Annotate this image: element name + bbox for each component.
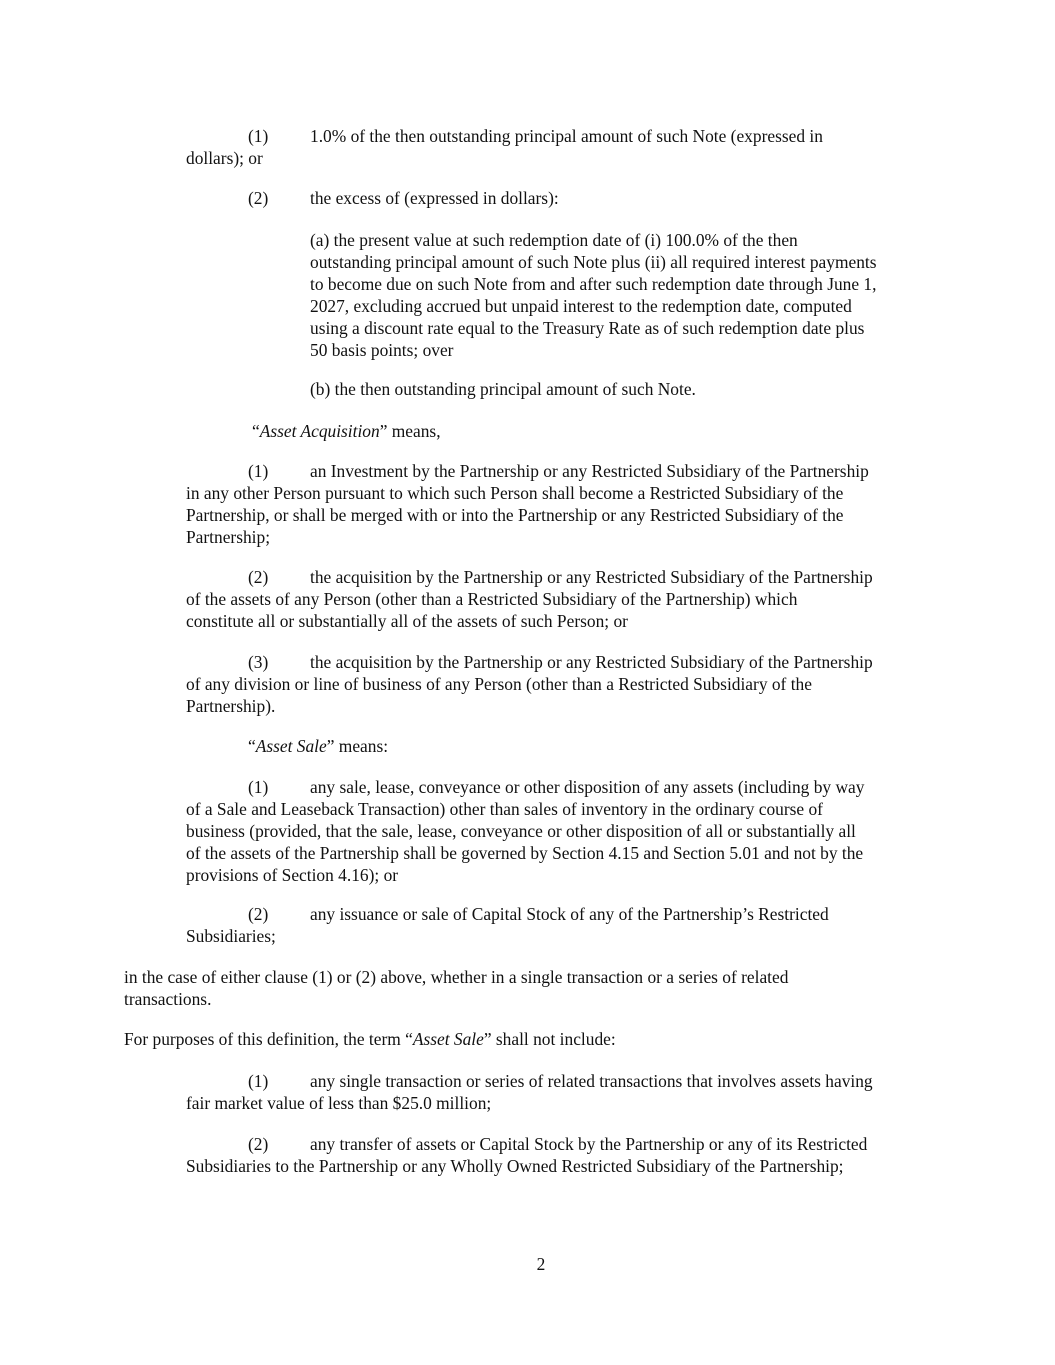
exclusion-intro-paragraph: For purposes of this definition, the term “Asset Sale” shall not include: <box>124 1029 616 1049</box>
exclusion-item-1: (1) any single transaction or series of related transactions that involves assets having fair market value of less than $25.0 million; <box>186 1071 873 1113</box>
either-clause-paragraph: in the case of either clause (1) or (2) above, whether in a single transaction or a series of related transactions. <box>124 967 789 1009</box>
item-number: (2) <box>248 904 269 924</box>
clause-item-2: (2) the excess of (expressed in dollars): <box>248 188 559 208</box>
item-number: (1) <box>248 1071 269 1091</box>
asset-acquisition-item-2: (2) the acquisition by the Partnership or any Restricted Subsidiary of the Partnership of the assets of any Person (other than a Restricted Subsidiary of the Partnership) which constitute all or substantially all of the assets of such Person; or <box>186 567 873 631</box>
defined-term: Asset Sale <box>255 736 327 756</box>
exclusion-item-2: (2) any transfer of assets or Capital Stock by the Partnership or any of its Restricted Subsidiaries to the Partnership or any Wholly Owned Restricted Subsidiary of the Partnership; <box>186 1134 868 1176</box>
asset-sale-item-2: (2) any issuance or sale of Capital Stock of any of the Partnership’s Restricted Subsidiaries; <box>186 904 829 946</box>
item-number: (2) <box>248 188 269 208</box>
item-number: (1) <box>248 777 269 797</box>
item-number: (1) <box>248 126 269 146</box>
defined-term: Asset Acquisition <box>259 421 380 441</box>
definition-asset-sale: “Asset Sale” means: <box>248 736 389 756</box>
item-number: (3) <box>248 652 269 672</box>
item-number: (2) <box>248 1134 269 1154</box>
asset-sale-item-1: (1) any sale, lease, conveyance or other disposition of any assets (including by way of a Sale and Leaseback Transaction) other than sales of inventory in the ordinary course of business (provided, that the sale, lease, conveyance or other disposition of all or substantially all of the assets of the Partnership shall be governed by Section 4.15 and Section 5.01 and not by the provisions of Section 4.16); or <box>186 777 865 885</box>
item-number: (2) <box>248 567 269 587</box>
defined-term: Asset Sale <box>412 1029 484 1049</box>
asset-acquisition-item-1: (1) an Investment by the Partnership or any Restricted Subsidiary of the Partnership in any other Person pursuant to which such Person shall become a Restricted Subsidiary of the Partnership, or shall be merged with or into the Partnership or any Restricted Subsidiary of the Partnership; <box>186 461 869 547</box>
asset-acquisition-item-3: (3) the acquisition by the Partnership or any Restricted Subsidiary of the Partnership of any division or line of business of any Person (other than a Restricted Subsidiary of the Partnership). <box>186 652 873 716</box>
subclause-a: (a) the present value at such redemption date of (i) 100.0% of the then outstanding principal amount of such Note plus (ii) all required interest payments to become due on such Note from and after such redemption date through June 1, 2027, excluding accrued but unpaid interest to the redemption date, computed using a discount rate equal to the Treasury Rate as of such redemption date plus 50 basis points; over <box>310 230 877 360</box>
definition-asset-acquisition: “Asset Acquisition” means, <box>252 421 441 441</box>
item-number: (1) <box>248 461 269 481</box>
page-number: 2 <box>536 1254 546 1274</box>
subclause-b: (b) the then outstanding principal amount of such Note. <box>310 379 696 399</box>
clause-item-1: (1) 1.0% of the then outstanding principal amount of such Note (expressed in dollars); or <box>186 126 823 168</box>
